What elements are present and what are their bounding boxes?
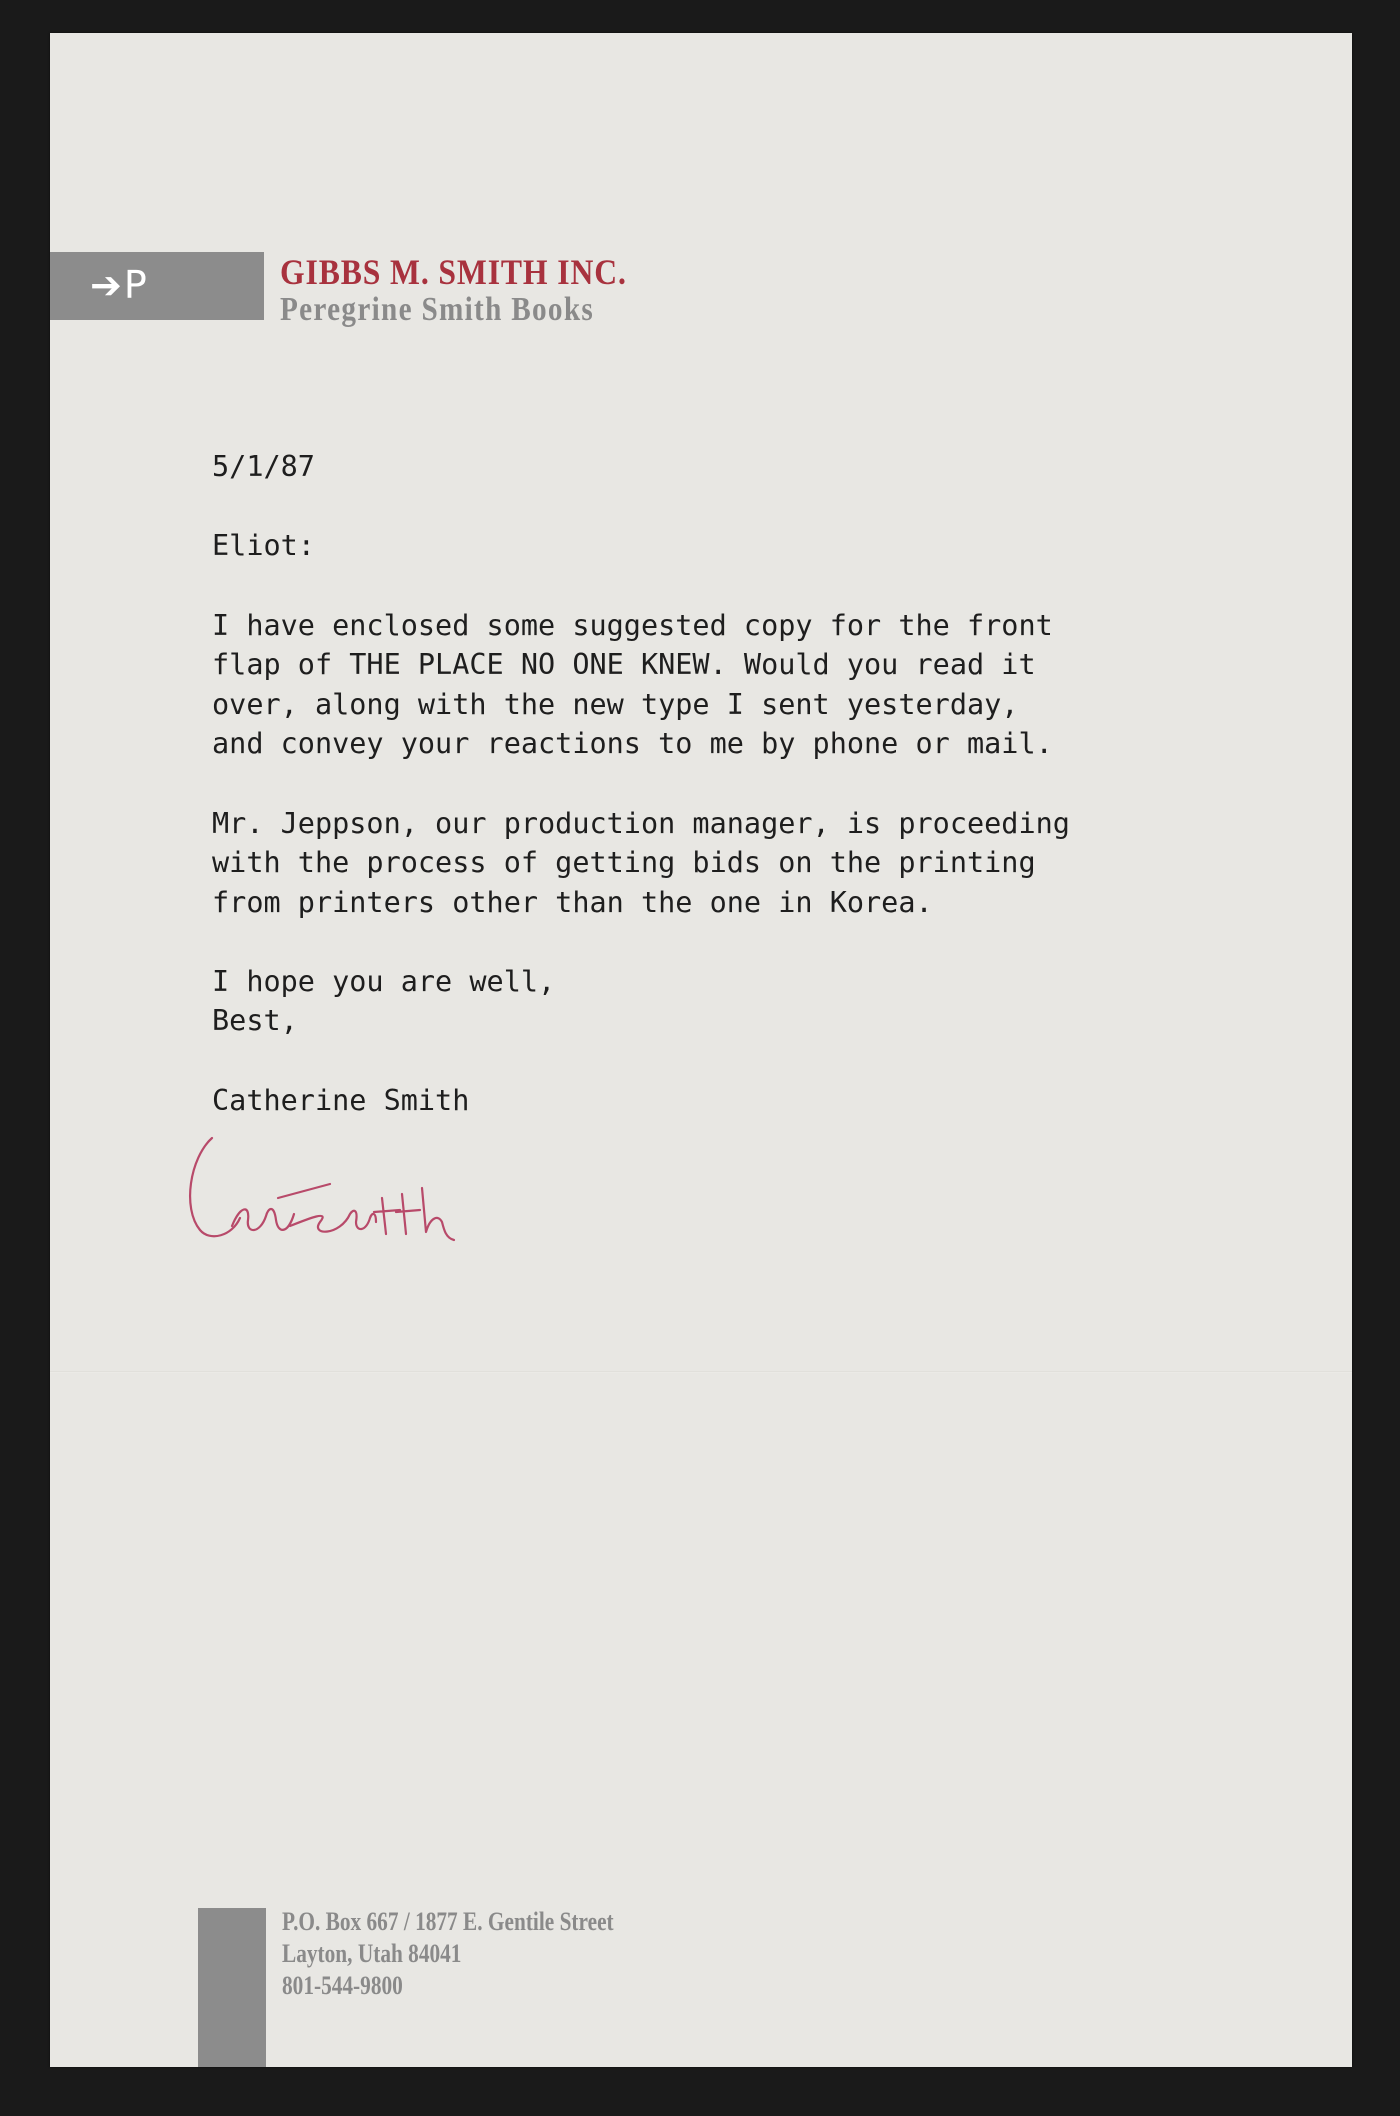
arrow-p-logo-icon: ➔P [90, 263, 149, 307]
paragraph2-line: Mr. Jeppson, our production manager, is proceeding [212, 807, 1070, 840]
closing-line: I hope you are well, [212, 965, 556, 998]
handwritten-signature [170, 1118, 490, 1278]
paragraph1-line: I have enclosed some suggested copy for the front [212, 609, 1053, 642]
paragraph1-line: and convey your reactions to me by phone or mail. [212, 727, 1053, 760]
paragraph1-line: over, along with the new type I sent yesterday, [212, 688, 1019, 721]
letter-salutation: Eliot: [212, 529, 315, 562]
footer-address-line2: Layton, Utah 84041 [282, 1939, 462, 1968]
paragraph1-line: flap of THE PLACE NO ONE KNEW. Would you read it [212, 648, 1036, 681]
footer-address-line1: P.O. Box 667 / 1877 E. Gentile Street [282, 1907, 614, 1936]
footer-bar [198, 1908, 266, 2067]
footer-phone: 801-544-9800 [282, 1971, 403, 2000]
closing: Best, [212, 1004, 298, 1037]
company-name: GIBBS M. SMITH INC. [280, 252, 627, 292]
paragraph2-line: from printers other than the one in Korea. [212, 886, 933, 919]
signer-name: Catherine Smith [212, 1084, 470, 1117]
letter-page [50, 33, 1352, 2067]
letter-date: 5/1/87 [212, 450, 315, 483]
imprint-name: Peregrine Smith Books [280, 291, 595, 328]
fold-line [50, 1371, 1352, 1373]
paragraph2-line: with the process of getting bids on the printing [212, 846, 1036, 879]
